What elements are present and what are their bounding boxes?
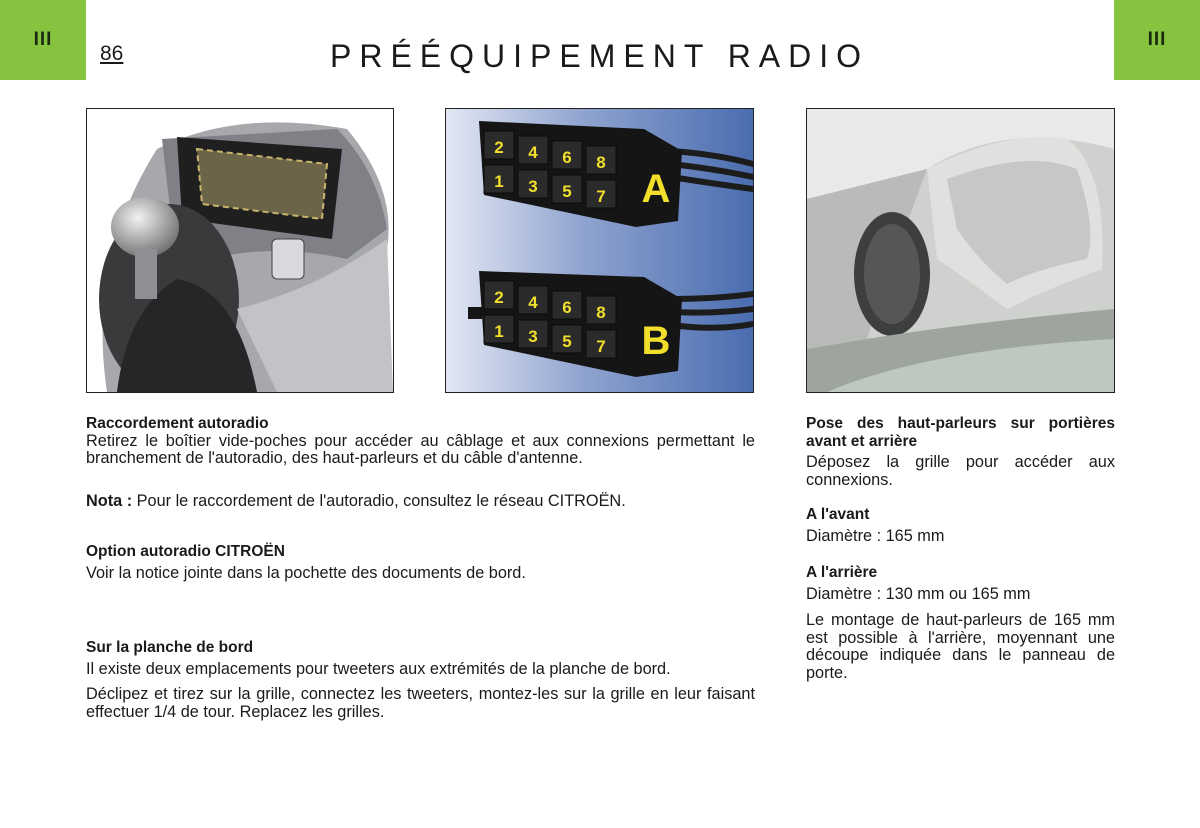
pin-label: 7: [596, 337, 606, 356]
paragraph: Il existe deux emplacements pour tweeters aux extrémités de la planche de bord.: [86, 659, 671, 678]
paragraph: Diamètre : 130 mm ou 165 mm: [806, 584, 1031, 603]
paragraph: Déposez la grille pour accéder aux connexions.: [806, 453, 1115, 489]
section-tab-right: [1114, 0, 1200, 80]
pin-label: 6: [562, 298, 572, 317]
paragraph: Déclipez et tirez sur la grille, connectez les tweeters, montez-les sur la grille en leur faisant effectuer 1/4 de tour. Replacez les grilles.: [86, 685, 755, 721]
console-photo: [86, 108, 394, 393]
pin-label: 3: [528, 177, 538, 196]
paragraph: Diamètre : 165 mm: [806, 526, 945, 545]
door-speaker-photo: [806, 108, 1115, 393]
nota-label: Nota :: [86, 491, 133, 510]
pin-label: 2: [494, 138, 504, 157]
section-heading: Raccordement autoradio: [86, 415, 269, 432]
connector-a: [479, 121, 682, 227]
pin-label: 4: [528, 293, 538, 312]
section-heading: A l'avant: [806, 506, 870, 523]
connector-b: [468, 271, 682, 377]
paragraph: Le montage de haut-parleurs de 165 mm est possible à l'arrière, moyennant une découpe indiquée dans le panneau de porte.: [806, 611, 1115, 682]
pin-label: 8: [596, 153, 606, 172]
pin-label: 6: [562, 148, 572, 167]
pin-label: 5: [562, 182, 572, 201]
paragraph: Retirez le boîtier vide-poches pour accéder au câblage et aux connexions permettant le branchement de l'autoradio, des haut-parleurs et du câble d'antenne.: [86, 431, 755, 467]
pin-label: 4: [528, 143, 538, 162]
connectors-diagram: [445, 108, 754, 393]
connector-b-label: B: [641, 319, 671, 363]
pin-label: 8: [596, 303, 606, 322]
pin-label: 1: [494, 322, 504, 341]
pin-label: 5: [562, 332, 572, 351]
section-marker: III: [33, 29, 53, 50]
nota-text: Pour le raccordement de l'autoradio, consultez le réseau CITROËN.: [132, 491, 626, 510]
nota-paragraph: [86, 493, 755, 511]
section-heading: Sur la planche de bord: [86, 639, 254, 656]
section-heading: Pose des haut-parleurs sur portières avant et arrière: [806, 415, 1115, 450]
right-column: [806, 415, 1115, 682]
pin-label: 7: [596, 187, 606, 206]
paragraph: Voir la notice jointe dans la pochette des documents de bord.: [86, 563, 526, 582]
pin-label: 3: [528, 327, 538, 346]
section-marker: III: [1147, 29, 1167, 50]
page-number: 86: [100, 42, 124, 65]
pin-label: 2: [494, 288, 504, 307]
section-heading: Option autoradio CITROËN: [86, 543, 285, 560]
page-title: PRÉÉQUIPEMENT RADIO: [330, 38, 870, 74]
section-heading: A l'arrière: [806, 564, 878, 581]
left-column: [86, 415, 755, 721]
pin-label: 1: [494, 172, 504, 191]
section-tab-left: [0, 0, 86, 80]
connector-a-label: A: [641, 167, 671, 211]
